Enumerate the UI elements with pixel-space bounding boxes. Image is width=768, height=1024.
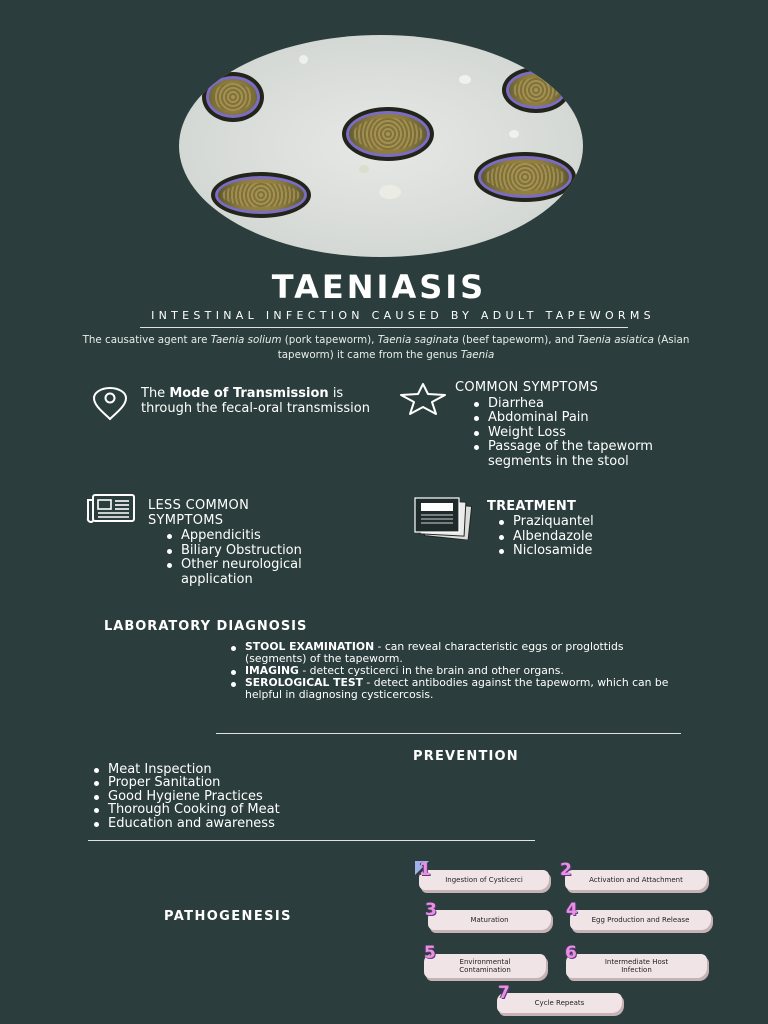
- pathogenesis-step-7: Cycle Repeats: [497, 993, 622, 1013]
- common-symptoms-heading: COMMON SYMPTOMS: [455, 380, 599, 395]
- lab-divider: [216, 733, 681, 734]
- list-item: Abdominal Pain: [468, 411, 725, 426]
- pathogenesis-step-3: Maturation: [428, 910, 551, 930]
- step-number-5: 5: [424, 943, 436, 963]
- list-item: Other neurological application: [161, 558, 371, 587]
- step-number-4: 4: [566, 900, 578, 920]
- list-item: Diarrhea: [468, 397, 725, 412]
- treatment-section: [487, 499, 707, 559]
- list-item: Education and awareness: [88, 817, 408, 830]
- list-item: Appendicitis: [161, 529, 388, 544]
- step-number-6: 6: [565, 943, 577, 963]
- pathogenesis-step-4: Egg Production and Release: [570, 910, 711, 930]
- less-common-list: [161, 529, 388, 587]
- prevention-list: [88, 763, 408, 830]
- list-item: Albendazole: [493, 530, 707, 545]
- page-title: TAENIASIS: [271, 268, 487, 306]
- documents-icon: [412, 496, 474, 540]
- page-subtitle: INTESTINAL INFECTION CAUSED BY ADULT TAPEWORMS: [151, 309, 655, 322]
- less-common-symptoms-section: [148, 499, 388, 588]
- list-item: Praziquantel: [493, 515, 707, 530]
- lab-diagnosis-list: [225, 641, 685, 701]
- list-item: STOOL EXAMINATION - can reveal characteristic eggs or proglottids (segments) of the tapeworm.: [225, 641, 685, 665]
- lab-diagnosis-heading: LABORATORY DIAGNOSIS: [104, 619, 308, 634]
- treatment-heading: TREATMENT: [487, 499, 577, 514]
- newspaper-icon: [86, 493, 136, 523]
- list-item: Niclosamide: [493, 544, 707, 559]
- list-item: IMAGING - detect cysticerci in the brain and other organs.: [225, 665, 685, 677]
- pathogenesis-step-5: Environmental Contamination: [424, 954, 546, 978]
- list-item: Meat Inspection: [88, 763, 408, 776]
- step-number-2: 2: [560, 860, 572, 880]
- prevention-heading: PREVENTION: [413, 749, 519, 764]
- location-pin-icon: [90, 386, 130, 422]
- list-item: SEROLOGICAL TEST - detect antibodies against the tapeworm, which can be helpful in diagnosing cysticercosis.: [225, 677, 685, 701]
- list-item: Passage of the tapeworm segments in the stool: [468, 440, 713, 469]
- list-item: Proper Sanitation: [88, 776, 408, 789]
- transmission-text: The Mode of Transmission is through the fecal-oral transmission: [141, 386, 370, 416]
- star-icon: [397, 382, 449, 416]
- list-item: Weight Loss: [468, 426, 725, 441]
- list-item: Biliary Obstruction: [161, 544, 388, 559]
- common-symptoms-list: [468, 397, 725, 470]
- step-number-7: 7: [498, 983, 510, 1003]
- treatment-list: [493, 515, 707, 559]
- pathogenesis-step-1: Ingestion of Cysticerci: [419, 870, 549, 890]
- step-number-1: 1: [419, 860, 431, 880]
- pathogenesis-step-6: Intermediate Host Infection: [566, 954, 707, 978]
- prevention-divider: [88, 840, 535, 841]
- step-number-3: 3: [425, 900, 437, 920]
- title-divider: [140, 327, 628, 328]
- list-item: Good Hygiene Practices: [88, 790, 408, 803]
- pathogenesis-step-2: Activation and Attachment: [565, 870, 707, 890]
- pathogenesis-heading: PATHOGENESIS: [164, 909, 292, 924]
- tapeworm-eggs-micrograph: [179, 35, 583, 257]
- intro-paragraph: The causative agent are Taenia solium (pork tapeworm), Taenia saginata (beef tapeworm), and Taenia asiatica (Asian tapeworm) it came from the genus Taenia: [82, 334, 690, 361]
- common-symptoms-section: [455, 381, 725, 470]
- list-item: Thorough Cooking of Meat: [88, 803, 408, 816]
- less-common-heading: LESS COMMON SYMPTOMS: [148, 498, 250, 528]
